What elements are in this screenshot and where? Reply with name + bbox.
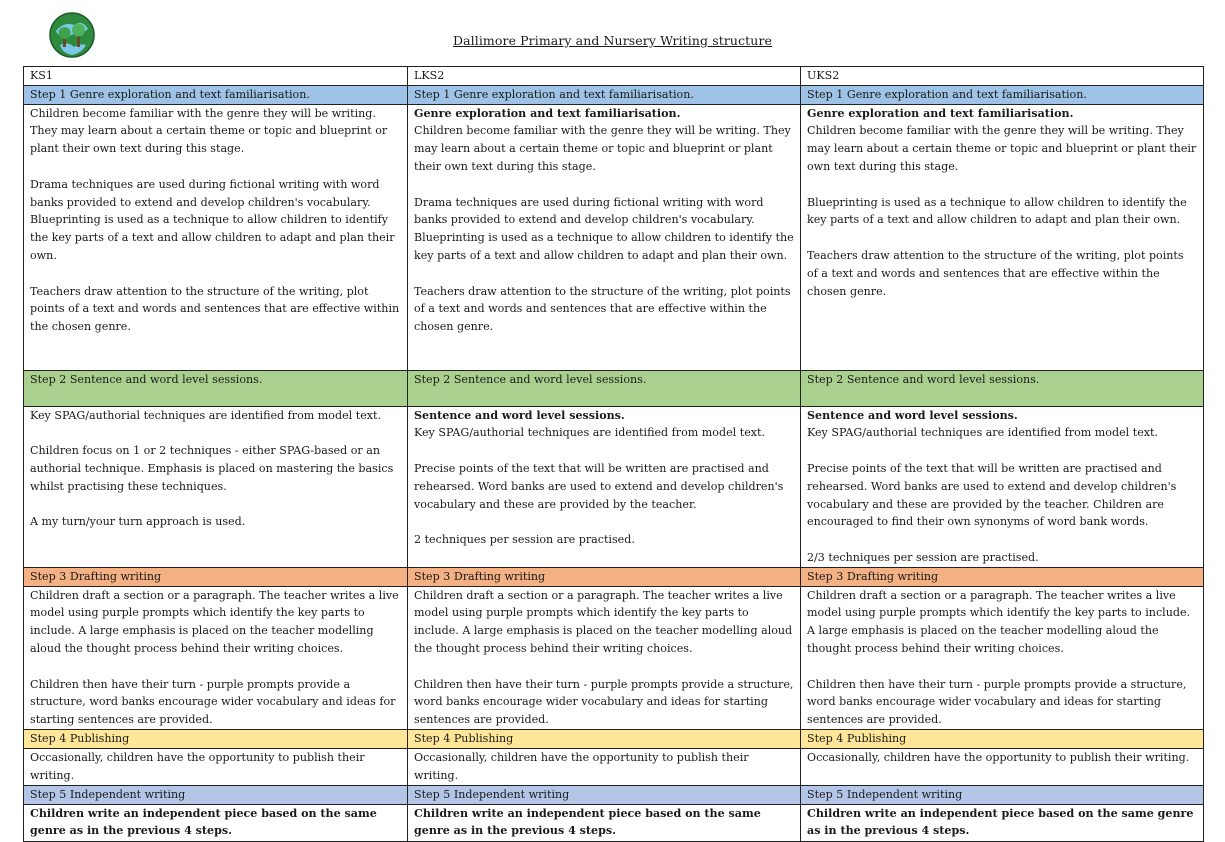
step1-lks2-heading: Genre exploration and text familiarisation. (414, 106, 681, 120)
step2-lks2-para-3: 2 techniques per session are practised. (414, 533, 635, 547)
step5-header-row (24, 785, 1204, 804)
spacer (807, 442, 1197, 460)
step4-label-ks1: Step 4 Publishing (24, 729, 408, 748)
step3-uks2-para-1: Children draft a section or a paragraph. The teacher writes a live model using purple prompts which identify the key parts to include. A large emphasis is placed on the teacher modelling aloud the thought process behind their writing choices. (807, 588, 1191, 655)
step4-content-row (24, 748, 1204, 785)
spacer (30, 424, 401, 442)
spacer (807, 531, 1197, 549)
step1-uks2-heading: Genre exploration and text familiarisation. (807, 106, 1074, 120)
step4-uks2-cell: Occasionally, children have the opportunity to publish their writing. (801, 748, 1204, 785)
step4-lks2-cell: Occasionally, children have the opportunity to publish their writing. (408, 748, 801, 785)
step2-uks2-heading: Sentence and word level sessions. (807, 408, 1018, 422)
step2-uks2-cell (801, 406, 1204, 567)
step1-lks2-para-3: Blueprinting is used as a technique to allow children to identify the key parts of a text and allow children to adapt and plan their own. (414, 231, 794, 262)
column-header-lks2: LKS2 (408, 67, 801, 86)
step1-ks1-para-3: Blueprinting is used as a technique to allow children to identify the key parts of a text and allow children to adapt and plan their own. (30, 213, 395, 262)
spacer (807, 176, 1197, 194)
step5-lks2-cell: Children write an independent piece based on the same genre as in the previous 4 steps. (408, 804, 801, 841)
step1-uks2-para-1: Children become familiar with the genre they will be writing. They may learn about a certain theme or topic and blueprint or plant their own text during this stage. (807, 124, 1197, 173)
document-title: Dallimore Primary and Nursery Writing structure (452, 33, 773, 48)
spacer (414, 176, 794, 194)
step1-label-lks2: Step 1 Genre exploration and text familiarisation. (408, 85, 801, 104)
step2-lks2-cell (408, 406, 801, 567)
step5-uks2-cell: Children write an independent piece based on the same genre as in the previous 4 steps. (801, 804, 1204, 841)
step3-uks2-para-2: Children then have their turn - purple prompts provide a structure, word banks encourage wider vocabulary and ideas for starting sentences are provided. (807, 677, 1187, 727)
step5-label-ks1: Step 5 Independent writing (24, 785, 408, 804)
step1-uks2-para-2: Blueprinting is used as a technique to allow children to identify the key parts of a text and allow children to adapt and plan their own. (807, 195, 1187, 227)
step2-ks1-para-2: Children focus on 1 or 2 techniques - either SPAG-based or an authorial technique. Emphasis is placed on mastering the basics whilst practising these techniques. (30, 444, 394, 493)
spacer (30, 658, 401, 676)
spacer (414, 513, 794, 531)
step5-ks1-cell: Children write an independent piece based on the same genre as in the previous 4 steps. (24, 804, 408, 841)
column-header-uks2: UKS2 (801, 67, 1204, 86)
step4-ks1-cell: Occasionally, children have the opportunity to publish their writing. (24, 748, 408, 785)
spacer (30, 496, 401, 514)
step2-lks2-heading: Sentence and word level sessions. (414, 408, 625, 422)
step3-lks2-para-1: Children draft a section or a paragraph. The teacher writes a live model using purple prompts which identify the key parts to include. A large emphasis is placed on the teacher modelling aloud the thought process behind their writing choices. (414, 588, 793, 655)
spacer (414, 442, 794, 460)
step1-ks1-para-2: Drama techniques are used during fictional writing with word banks provided to extend and develop children's vocabulary. (30, 177, 380, 209)
step3-label-ks1: Step 3 Drafting writing (24, 567, 408, 586)
spacer (30, 158, 401, 176)
step2-header-row (24, 370, 1204, 406)
step5-label-lks2: Step 5 Independent writing (408, 785, 801, 804)
step3-ks1-para-1: Children draft a section or a paragraph. The teacher writes a live model using purple prompts which identify the key parts to include. A large emphasis is placed on the teacher modelling aloud the thought process behind their writing choices. (30, 588, 399, 655)
step3-lks2-para-2: Children then have their turn - purple prompts provide a structure, word banks encourage wider vocabulary and ideas for starting sentences are provided. (414, 677, 794, 727)
spacer (414, 265, 794, 283)
step3-ks1-cell (24, 586, 408, 729)
column-header-ks1: KS1 (24, 67, 408, 86)
step2-label-uks2: Step 2 Sentence and word level sessions. (801, 370, 1204, 406)
step1-label-uks2: Step 1 Genre exploration and text familiarisation. (801, 85, 1204, 104)
step3-label-uks2: Step 3 Drafting writing (801, 567, 1204, 586)
step2-lks2-para-1: Key SPAG/authorial techniques are identified from model text. (414, 426, 765, 440)
step4-label-lks2: Step 4 Publishing (408, 729, 801, 748)
step3-label-lks2: Step 3 Drafting writing (408, 567, 801, 586)
writing-structure-table (23, 66, 1204, 842)
spacer (30, 265, 401, 283)
spacer (807, 229, 1197, 247)
step1-lks2-para-1: Children become familiar with the genre they will be writing. They may learn about a certain theme or topic and blueprint or plant their own text during this stage. (414, 124, 791, 173)
step3-lks2-cell (408, 586, 801, 729)
step2-ks1-para-3: A my turn/your turn approach is used. (30, 515, 246, 529)
spacer (807, 658, 1197, 676)
step1-lks2-para-4: Teachers draw attention to the structure of the writing, plot points of a text and words and sentences that are effective within the chosen genre. (414, 284, 791, 334)
step1-content-row (24, 104, 1204, 370)
step2-uks2-para-1: Key SPAG/authorial techniques are identified from model text. (807, 426, 1158, 440)
step3-header-row (24, 567, 1204, 586)
step1-header-row (24, 85, 1204, 104)
step5-content-row (24, 804, 1204, 841)
step4-label-uks2: Step 4 Publishing (801, 729, 1204, 748)
step1-ks1-cell (24, 104, 408, 370)
step1-uks2-para-3: Teachers draw attention to the structure of the writing, plot points of a text and words and sentences that are effective within the chosen genre. (807, 248, 1184, 298)
step5-label-uks2: Step 5 Independent writing (801, 785, 1204, 804)
step1-lks2-para-2: Drama techniques are used during fictional writing with word banks provided to extend and develop children's vocabulary. (414, 195, 764, 227)
step3-ks1-para-2: Children then have their turn - purple prompts provide a structure, word banks encourage wider vocabulary and ideas for starting sentences are provided. (30, 677, 396, 727)
step3-uks2-cell (801, 586, 1204, 729)
step2-ks1-para-1: Key SPAG/authorial techniques are identified from model text. (30, 408, 381, 422)
step2-label-ks1: Step 2 Sentence and word level sessions. (24, 370, 408, 406)
step1-uks2-cell (801, 104, 1204, 370)
step3-content-row (24, 586, 1204, 729)
table-header-row (24, 67, 1204, 86)
step1-ks1-para-4: Teachers draw attention to the structure of the writing, plot points of a text and words and sentences that are effective within the chosen genre. (30, 284, 400, 334)
step1-label-ks1: Step 1 Genre exploration and text familiarisation. (24, 85, 408, 104)
step2-content-row (24, 406, 1204, 567)
step2-ks1-cell (24, 406, 408, 567)
step2-lks2-para-2: Precise points of the text that will be written are practised and rehearsed. Word banks are used to extend and develop children's vocabulary and these are provided by the teacher. (414, 461, 784, 511)
step2-uks2-para-2: Precise points of the text that will be written are practised and rehearsed. Word banks are used to extend and develop children's vocabulary and these are provided by the teacher. Children are encouraged to find their own synonyms of word bank words. (807, 461, 1177, 529)
step4-header-row (24, 729, 1204, 748)
step1-lks2-cell (408, 104, 801, 370)
step1-ks1-para-1: Children become familiar with the genre they will be writing. They may learn about a certain theme or topic and blueprint or plant their own text during this stage. (30, 106, 388, 156)
step2-label-lks2: Step 2 Sentence and word level sessions. (408, 370, 801, 406)
spacer (414, 658, 794, 676)
step2-uks2-para-3: 2/3 techniques per session are practised. (807, 550, 1039, 564)
